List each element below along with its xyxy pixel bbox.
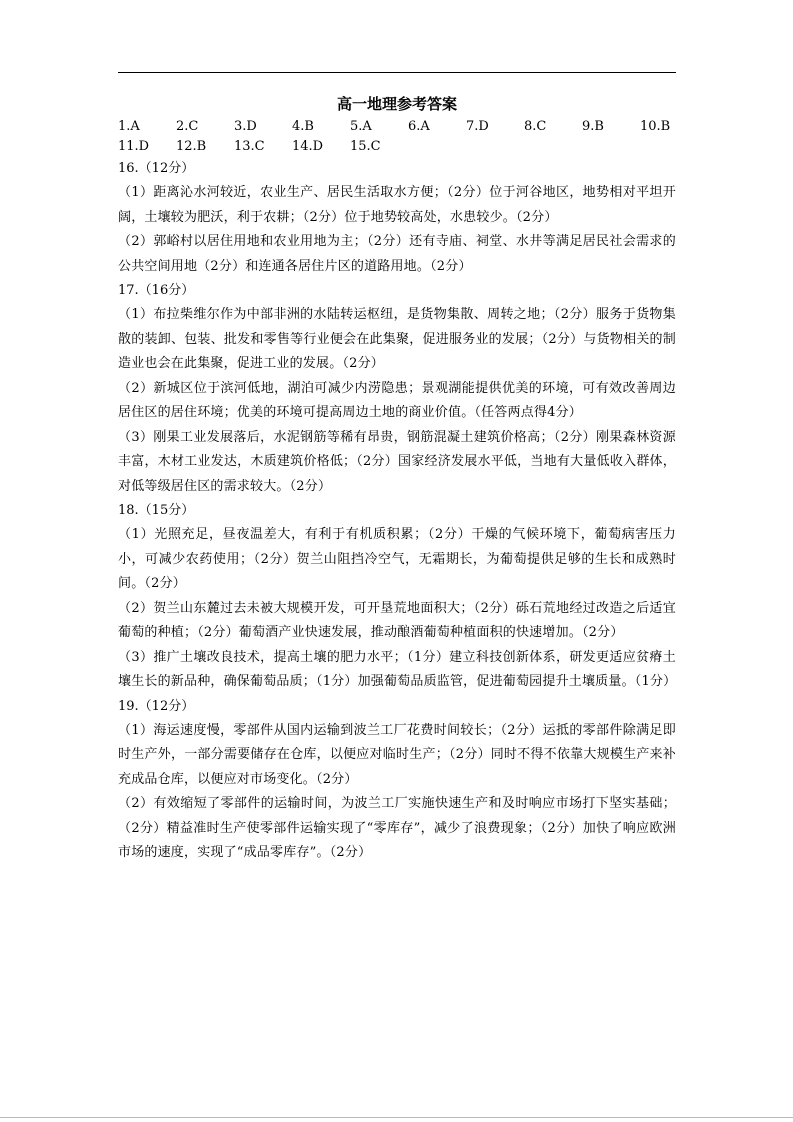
page-bottom-edge xyxy=(0,1117,793,1118)
answer-sheet xyxy=(118,93,676,866)
mc-answer: 4.B xyxy=(292,119,314,134)
question-16 xyxy=(118,157,676,279)
answer-paragraph: （3）推广土壤改良技术，提高土壤的肥力水平；（1分）建立科技创新体系，研发更适应贫瘠土壤生长的新品种，确保葡萄品质；（1分）加强葡萄品质监管，促进葡萄园提升土壤质量。（1分） xyxy=(118,649,677,689)
mc-answer: 9.B xyxy=(582,119,604,134)
mc-answer: 11.D xyxy=(118,139,150,154)
answer-paragraph: （2）新城区位于滨河低地，湖泊可减少内涝隐患；景观湖能提供优美的环境，可有效改善周边居住区的居住环境；优美的环境可提高周边土地的商业价值。（任答两点得4分） xyxy=(118,380,676,420)
answer-paragraph: （1）距离沁水河较近，农业生产、居民生活取水方便；（2分）位于河谷地区，地势相对平坦开阔，土壤较为肥沃，利于农耕；（2分）位于地势较高处，水患较少。（2分） xyxy=(118,185,676,225)
answer-paragraph: （1）海运速度慢，零部件从国内运输到波兰工厂花费时间较长；（2分）运抵的零部件除满足即时生产外，一部分需要储存在仓库，以便应对临时生产；（2分）同时不得不依靠大规模生产来补充成品仓库，以便应对市场变化。（2分） xyxy=(118,722,676,787)
multiple-choice-answers xyxy=(118,117,676,157)
mc-answer: 14.D xyxy=(292,139,324,154)
mc-answer: 7.D xyxy=(466,119,489,134)
mc-answer: 2.C xyxy=(176,119,199,134)
mc-answer: 15.C xyxy=(350,139,381,154)
question-heading: 18.（15分） xyxy=(118,503,195,518)
header-rule xyxy=(118,72,676,73)
mc-answer: 13.C xyxy=(234,139,265,154)
question-heading: 16.（12分） xyxy=(118,161,195,176)
question-heading: 17.（16分） xyxy=(118,283,195,298)
mc-answer: 6.A xyxy=(408,119,430,134)
question-17 xyxy=(118,279,676,499)
page-title: 高一地理参考答案 xyxy=(336,95,457,113)
question-19 xyxy=(118,695,676,866)
answer-paragraph: （2）有效缩短了零部件的运输时间，为波兰工厂实施快速生产和及时响应市场打下坚实基础；（2分）精益准时生产使零部件运输实现了“零库存”，减少了浪费现象；（2分）加快了响应欧洲市场的速度，实现了“成品零库存”。（2分） xyxy=(118,796,676,860)
mc-row xyxy=(118,117,676,137)
mc-answer: 5.A xyxy=(350,119,372,134)
mc-answer: 1.A xyxy=(118,119,140,134)
answer-paragraph: （2）郭峪村以居住用地和农业用地为主；（2分）还有寺庙、祠堂、水井等满足居民社会需求的公共空间用地（2分）和连通各居住片区的道路用地。（2分） xyxy=(118,234,676,274)
mc-answer: 8.C xyxy=(524,119,547,134)
answer-paragraph: （2）贺兰山东麓过去未被大规模开发，可开垦荒地面积大；（2分）砾石荒地经过改造之后适宜葡萄的种植；（2分）葡萄酒产业快速发展，推动酿酒葡萄种植面积的快速增加。（2分） xyxy=(118,600,676,640)
mc-row xyxy=(118,137,676,157)
answer-paragraph: （1）布拉柴维尔作为中部非洲的水陆转运枢纽，是货物集散、周转之地；（2分）服务于货物集散的装卸、包装、批发和零售等行业便会在此集聚，促进服务业的发展；（2分）与货物相关的制造业也会在此集聚，促进工业的发展。（2分） xyxy=(118,307,676,371)
answer-paragraph: （1）光照充足，昼夜温差大，有利于有机质积累；（2分）干燥的气候环境下，葡萄病害压力小，可减少农药使用；（2分）贺兰山阻挡冷空气，无霜期长，为葡萄提供足够的生长和成熟时间。（2分） xyxy=(118,527,676,591)
mc-answer: 10.B xyxy=(640,119,671,134)
question-18 xyxy=(118,499,676,695)
question-heading: 19.（12分） xyxy=(118,698,195,714)
answer-paragraph: （3）刚果工业发展落后，水泥钢筋等稀有昂贵，钢筋混凝土建筑价格高；（2分）刚果森林资源丰富，木材工业发达，木质建筑价格低；（2分）国家经济发展水平低，当地有大量低收入群体，对低等级居住区的需求较大。（2分） xyxy=(118,429,676,494)
mc-answer: 12.B xyxy=(176,139,207,154)
mc-answer: 3.D xyxy=(234,119,257,134)
